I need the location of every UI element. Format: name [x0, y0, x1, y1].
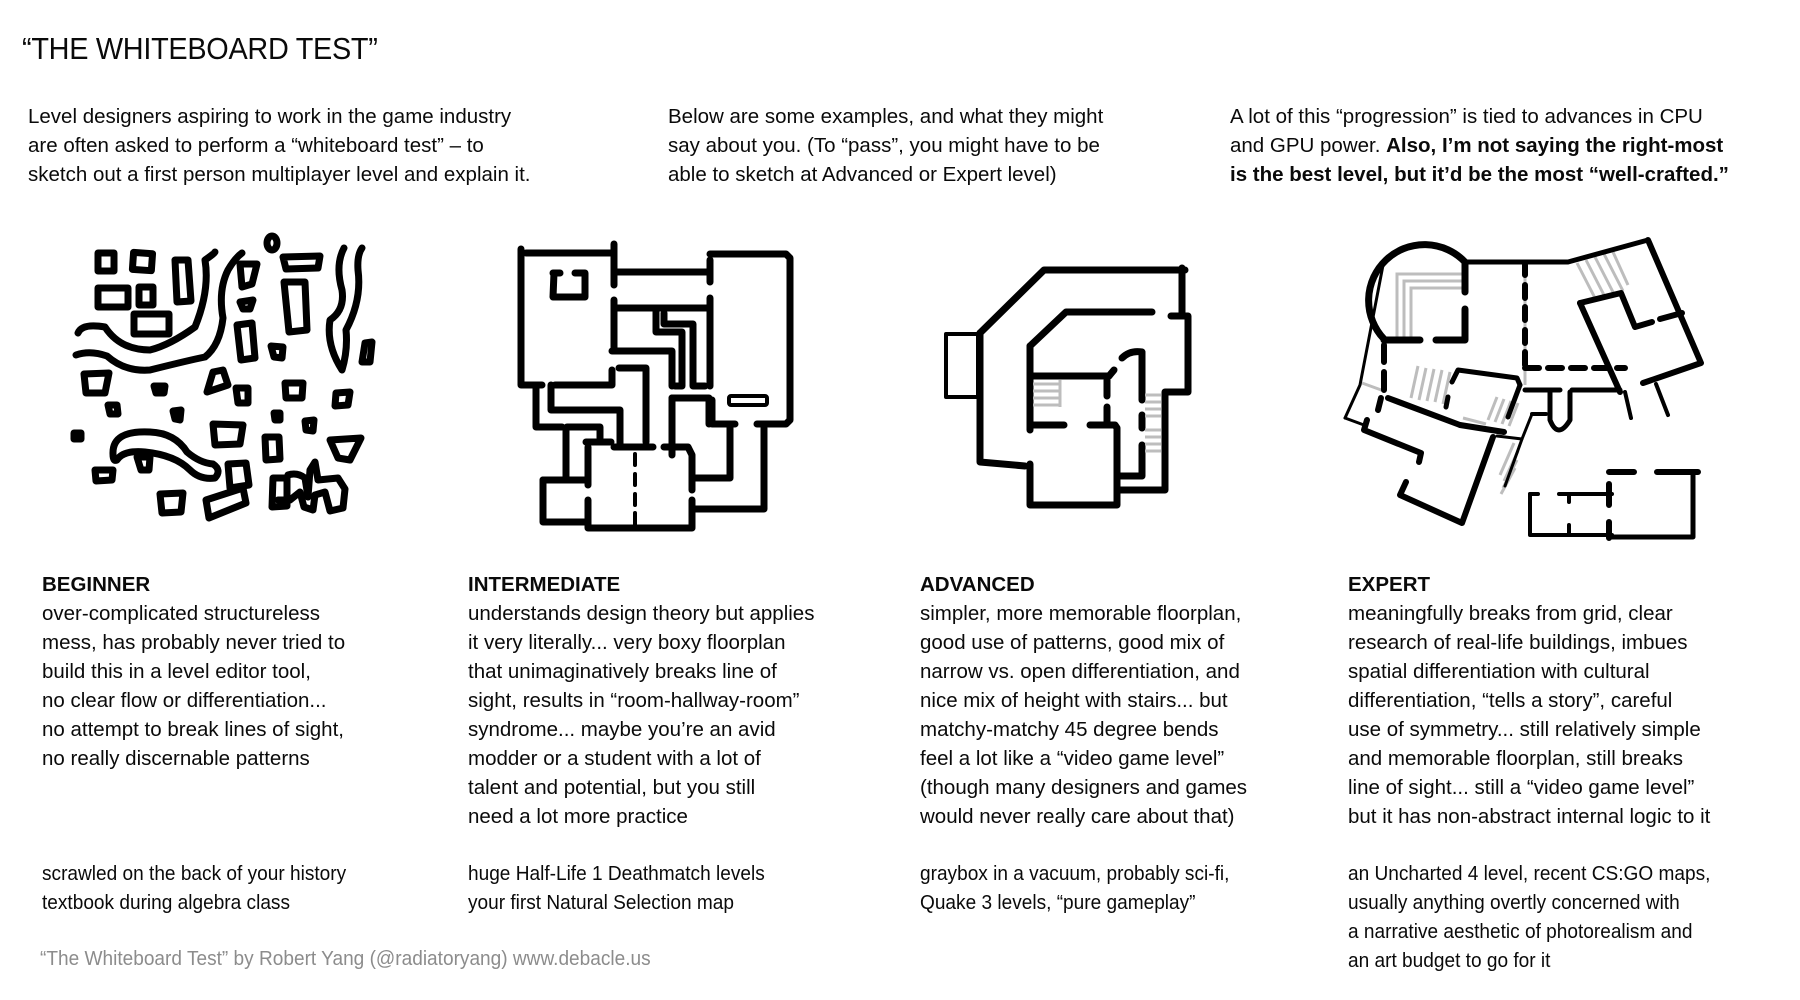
intro-line: A lot of this “progression” is tied to advances in CPU [1230, 105, 1703, 128]
level-heading: ADVANCED [920, 573, 1035, 596]
intro-line: say about you. (To “pass”, you might have to be [668, 134, 1100, 157]
level-description-line: but it has non-abstract internal logic to it [1348, 805, 1711, 828]
level-description-line: no clear flow or differentiation... [42, 689, 327, 712]
level-description-line: sight, results in “room-hallway-room” [468, 689, 800, 712]
intro-line: sketch out a first person multiplayer level and explain it. [28, 163, 531, 186]
level-description-line: matchy-matchy 45 degree bends [920, 718, 1219, 741]
intro-line: Below are some examples, and what they might [668, 105, 1104, 128]
level-column-intermediate [468, 570, 814, 831]
level-description-line: over-complicated structureless [42, 602, 320, 625]
example-line: an art budget to go for it [1348, 949, 1551, 972]
level-description-line: build this in a level editor tool, [42, 660, 311, 683]
level-description-line: research of real-life buildings, imbues [1348, 631, 1688, 654]
example-line: textbook during algebra class [42, 891, 291, 914]
example-line: graybox in a vacuum, probably sci-fi, [920, 862, 1230, 885]
intro-text-regular: and GPU power. [1230, 134, 1387, 157]
intro-line: able to sketch at Advanced or Expert level) [668, 163, 1057, 186]
level-description-line: narrow vs. open differentiation, and [920, 660, 1240, 683]
example-line: Quake 3 levels, “pure gameplay” [920, 891, 1196, 914]
example-line: usually anything overtly concerned with [1348, 891, 1680, 914]
level-examples-intermediate [468, 859, 765, 917]
level-description-line: modder or a student with a lot of [468, 747, 761, 770]
level-description-line: simpler, more memorable floorplan, [920, 602, 1242, 625]
level-description-line: no attempt to break lines of sight, [42, 718, 344, 741]
level-description-line: meaningfully breaks from grid, clear [1348, 602, 1673, 625]
level-description-line: nice mix of height with stairs... but [920, 689, 1228, 712]
level-description-line: no really discernable patterns [42, 747, 310, 770]
level-description-line: and memorable floorplan, still breaks [1348, 747, 1683, 770]
intro-line: are often asked to perform a “whiteboard test” – to [28, 134, 484, 157]
example-line: scrawled on the back of your history [42, 862, 347, 885]
intro-text-bold: is the best level, but it’d be the most “well-crafted.” [1230, 163, 1729, 186]
level-description-line: use of symmetry... still relatively simple [1348, 718, 1701, 741]
page-title: “THE WHITEBOARD TEST” [22, 31, 378, 66]
example-line: a narrative aesthetic of photorealism and [1348, 920, 1693, 943]
level-description-line: would never really care about that) [920, 805, 1235, 828]
level-column-expert [1348, 570, 1710, 831]
level-examples-beginner [42, 859, 346, 917]
level-heading: BEGINNER [42, 573, 151, 596]
level-description-line: differentiation, “tells a story”, careful [1348, 689, 1673, 712]
level-description-line: understands design theory but applies [468, 602, 815, 625]
level-description-line: (though many designers and games [920, 776, 1248, 799]
level-column-beginner [42, 570, 345, 773]
example-line: an Uncharted 4 level, recent CS:GO maps, [1348, 862, 1711, 885]
level-description-line: good use of patterns, good mix of [920, 631, 1225, 654]
credit-line: “The Whiteboard Test” by Robert Yang (@radiatoryang) www.debacle.us [40, 947, 651, 970]
level-heading: EXPERT [1348, 573, 1431, 596]
example-line: huge Half-Life 1 Deathmatch levels [468, 862, 765, 885]
intro-line: Level designers aspiring to work in the game industry [28, 105, 512, 128]
level-description-line: talent and potential, but you still [468, 776, 756, 799]
level-description-line: need a lot more practice [468, 805, 688, 828]
level-description-line: spatial differentiation with cultural [1348, 660, 1650, 683]
level-heading: INTERMEDIATE [468, 573, 621, 596]
level-description-line: line of sight... still a “video game level” [1348, 776, 1695, 799]
level-description-line: it very literally... very boxy floorplan [468, 631, 786, 654]
level-examples-advanced [920, 859, 1229, 917]
level-examples-expert [1348, 859, 1710, 975]
intro-text-bold: Also, I’m not saying the right-most [1386, 134, 1724, 157]
level-description-line: syndrome... maybe you’re an avid [468, 718, 776, 741]
example-line: your first Natural Selection map [468, 891, 734, 914]
level-description-line: mess, has probably never tried to [42, 631, 346, 654]
level-column-advanced [920, 570, 1247, 831]
level-description-line: that unimaginatively breaks line of [468, 660, 777, 683]
level-description-line: feel a lot like a “video game level” [920, 747, 1225, 770]
